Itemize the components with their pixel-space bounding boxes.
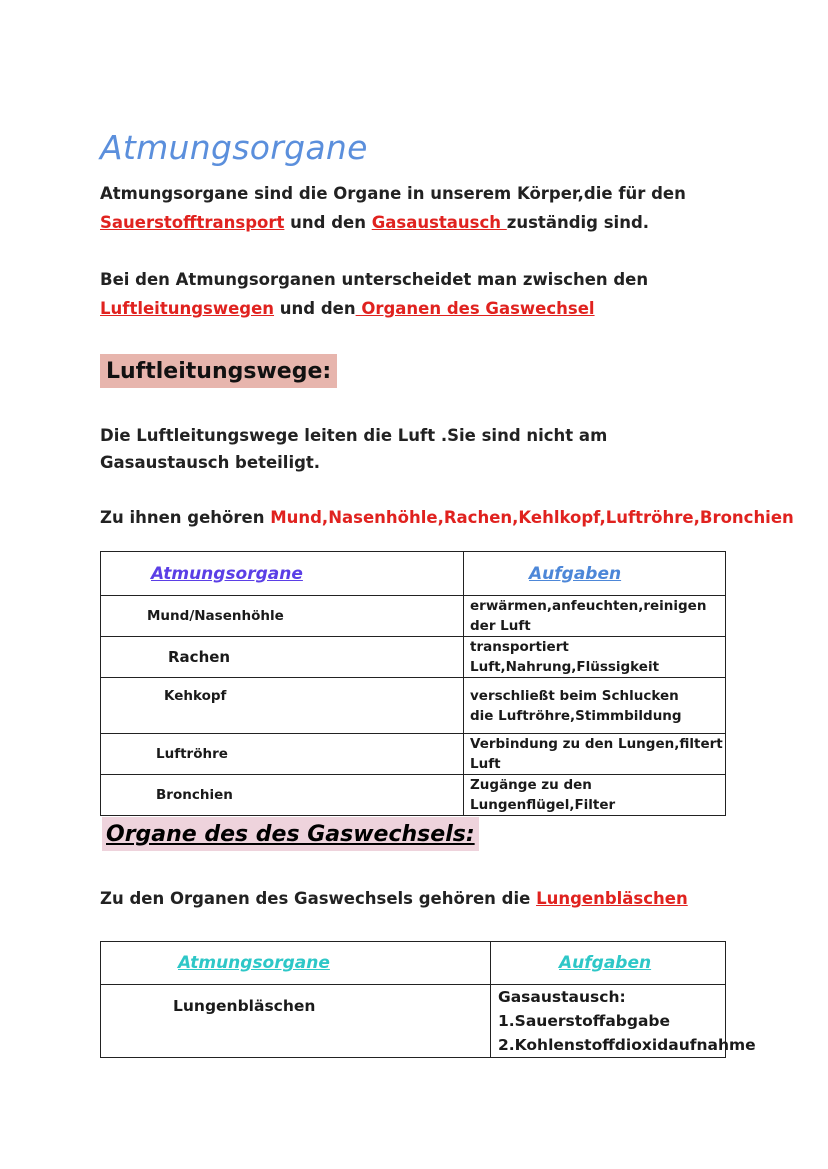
includes-label: Zu ihnen gehören bbox=[100, 508, 271, 527]
term-organe-gaswechsel: Organen des Gaswechsel bbox=[355, 299, 595, 318]
para2-line1: Bei den Atmungsorganen unterscheidet man zwischen den bbox=[100, 270, 649, 289]
task-line2: 2.Kohlenstoffdioxidaufnahme bbox=[498, 1036, 756, 1054]
header-aufgaben: Aufgaben bbox=[491, 942, 726, 985]
gaswechsel-label: Zu den Organen des Gaswechsels gehören die bbox=[100, 889, 537, 908]
organ-cell: Mund/Nasenhöhle bbox=[101, 596, 464, 637]
term-sauerstofftransport: Sauerstofftransport bbox=[100, 213, 285, 232]
table-row bbox=[101, 637, 726, 678]
luftleitungswege-description: Die Luftleitungswege leiten die Luft .Sie sind nicht am Gasaustausch beteiligt. bbox=[100, 426, 608, 472]
includes-list: Mund,Nasenhöhle,Rachen,Kehlkopf,Luftröhre,Bronchien bbox=[270, 508, 794, 527]
gaswechsel-description bbox=[100, 884, 740, 913]
organ-cell: Luftröhre bbox=[101, 734, 464, 775]
intro-paragraph bbox=[100, 179, 750, 237]
organ-cell: Lungenbläschen bbox=[101, 985, 491, 1058]
intro-mid: und den bbox=[284, 213, 372, 232]
task-cell: erwärmen,anfeuchten,reinigen der Luft bbox=[464, 596, 726, 637]
term-lungenblaeschen: Lungenbläschen bbox=[536, 889, 688, 908]
table-row bbox=[101, 985, 726, 1058]
header-aufgaben: Aufgaben bbox=[464, 552, 726, 596]
task-cell: verschließt beim Schlucken die Luftröhre,Stimmbildung bbox=[464, 678, 726, 734]
table-row bbox=[101, 596, 726, 637]
table-header-row bbox=[101, 942, 726, 985]
airway-table bbox=[100, 551, 726, 816]
table-row bbox=[101, 678, 726, 734]
organ-cell: Bronchien bbox=[101, 775, 464, 816]
task-cell: Zugänge zu den Lungenflügel,Filter bbox=[464, 775, 726, 816]
luftleitungswege-includes bbox=[100, 503, 794, 532]
table-row bbox=[101, 775, 726, 816]
task-cell bbox=[491, 985, 756, 1058]
intro-tail: zuständig sind. bbox=[506, 213, 650, 232]
header-atmungsorgane: Atmungsorgane bbox=[101, 942, 491, 985]
organ-cell: Kehkopf bbox=[101, 678, 464, 734]
distinction-paragraph bbox=[100, 265, 750, 323]
intro-line2 bbox=[100, 208, 750, 237]
organ-cell: Rachen bbox=[101, 637, 464, 678]
page-title: Atmungsorgane bbox=[100, 128, 368, 167]
para2-mid: und den bbox=[274, 299, 356, 318]
term-gasaustausch: Gasaustausch bbox=[371, 213, 507, 232]
para2-line2 bbox=[100, 294, 750, 323]
section-heading-luftleitungswege: Luftleitungswege: bbox=[100, 354, 337, 388]
header-atmungsorgane: Atmungsorgane bbox=[101, 552, 464, 596]
task-cell: Verbindung zu den Lungen,filtert Luft bbox=[464, 734, 726, 775]
term-luftleitungswege: Luftleitungswegen bbox=[100, 299, 275, 318]
table-header-row bbox=[101, 552, 726, 596]
task-line1: Gasaustausch: 1.Sauerstoffabgabe bbox=[498, 988, 671, 1030]
gas-exchange-table bbox=[100, 941, 756, 1058]
task-cell: transportiert Luft,Nahrung,Flüssigkeit bbox=[464, 637, 726, 678]
section-heading-organe-gaswechsel: Organe des des Gaswechsels: bbox=[102, 817, 479, 851]
table-row bbox=[101, 734, 726, 775]
intro-line1: Atmungsorgane sind die Organe in unserem Körper,die für den bbox=[100, 184, 686, 203]
